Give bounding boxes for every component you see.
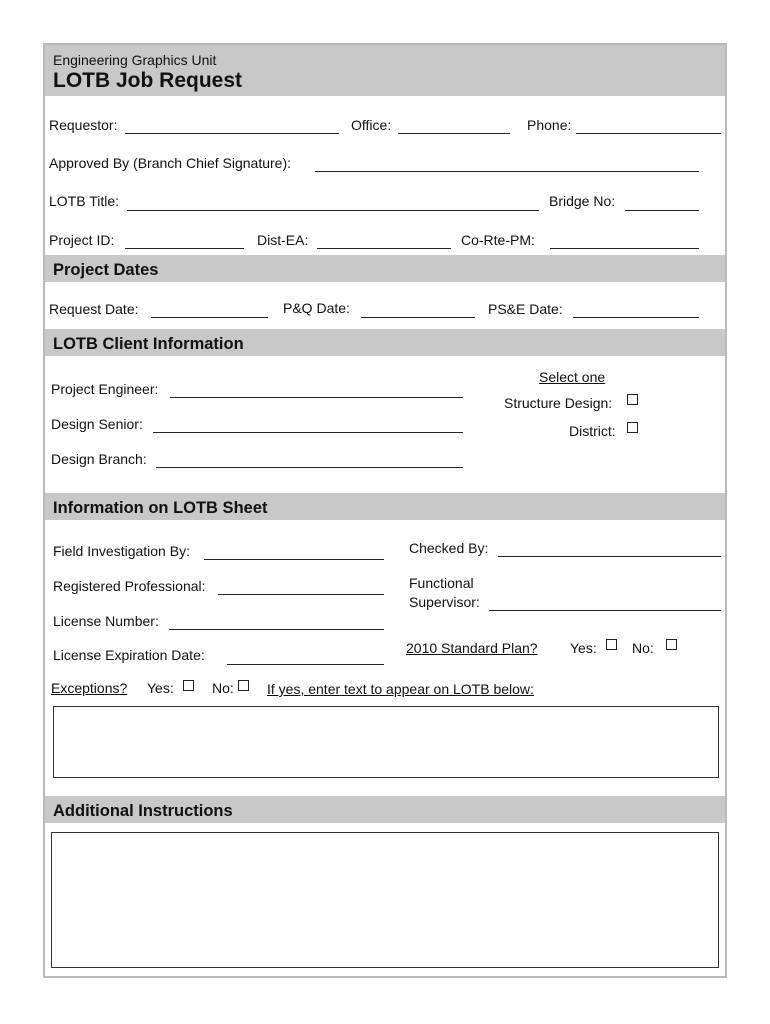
- pq-date-label: P&Q Date:: [283, 300, 350, 316]
- pq-date-field[interactable]: [361, 317, 475, 318]
- license-expiration-label: License Expiration Date:: [53, 647, 205, 663]
- requestor-label: Requestor:: [49, 117, 118, 133]
- exceptions-text-box[interactable]: [53, 706, 719, 778]
- dist-ea-label: Dist-EA:: [257, 232, 309, 248]
- license-expiration-field[interactable]: [227, 664, 384, 665]
- exceptions-no-label: No:: [212, 680, 234, 696]
- standard-plan-no-label: No:: [632, 640, 654, 656]
- co-rte-pm-label: Co-Rte-PM:: [461, 232, 535, 248]
- project-engineer-field[interactable]: [170, 397, 463, 398]
- functional-supervisor-field[interactable]: [489, 610, 721, 611]
- co-rte-pm-field[interactable]: [550, 248, 699, 249]
- phone-field[interactable]: [576, 133, 721, 134]
- field-investigation-field[interactable]: [204, 559, 384, 560]
- form-title: LOTB Job Request: [53, 69, 243, 92]
- pse-date-field[interactable]: [573, 317, 699, 318]
- sheet-info-header: [45, 493, 725, 520]
- client-info-title: LOTB Client Information: [53, 335, 244, 353]
- exceptions-no-checkbox[interactable]: [238, 680, 249, 691]
- design-branch-label: Design Branch:: [51, 451, 147, 467]
- request-date-label: Request Date:: [49, 301, 139, 317]
- approved-by-label: Approved By (Branch Chief Signature):: [49, 155, 292, 171]
- design-senior-field[interactable]: [153, 432, 463, 433]
- supervisor-label: Supervisor:: [409, 594, 480, 610]
- project-dates-title: Project Dates: [53, 261, 159, 279]
- project-id-field[interactable]: [125, 248, 244, 249]
- approved-by-field[interactable]: [315, 171, 699, 172]
- registered-professional-label: Registered Professional:: [53, 578, 206, 594]
- structure-design-checkbox[interactable]: [627, 394, 638, 405]
- lotb-title-label: LOTB Title:: [49, 193, 120, 209]
- license-number-field[interactable]: [169, 629, 384, 630]
- exceptions-label: Exceptions?: [51, 680, 128, 696]
- dist-ea-field[interactable]: [317, 248, 451, 249]
- exceptions-yes-checkbox[interactable]: [183, 680, 194, 691]
- phone-label: Phone:: [527, 117, 572, 133]
- standard-plan-yes-label: Yes:: [570, 640, 597, 656]
- design-senior-label: Design Senior:: [51, 416, 143, 432]
- additional-instructions-header: [45, 796, 725, 823]
- project-dates-header: [45, 255, 725, 282]
- client-info-header: [45, 329, 725, 356]
- project-id-label: Project ID:: [49, 232, 115, 248]
- bridge-no-label: Bridge No:: [549, 193, 616, 209]
- checked-by-field[interactable]: [498, 556, 721, 557]
- pse-date-label: PS&E Date:: [488, 301, 563, 317]
- sheet-info-title: Information on LOTB Sheet: [53, 499, 268, 517]
- bridge-no-field[interactable]: [625, 210, 699, 211]
- standard-plan-no-checkbox[interactable]: [666, 639, 677, 650]
- office-label: Office:: [351, 117, 392, 133]
- district-label: District:: [569, 423, 616, 439]
- additional-instructions-box[interactable]: [51, 832, 719, 968]
- checked-by-label: Checked By:: [409, 540, 489, 556]
- exceptions-note: If yes, enter text to appear on LOTB below:: [267, 681, 534, 697]
- select-one-label: Select one: [539, 369, 606, 385]
- license-number-label: License Number:: [53, 613, 159, 629]
- lotb-job-request-form: [43, 43, 727, 978]
- design-branch-field[interactable]: [156, 467, 463, 468]
- office-field[interactable]: [398, 133, 510, 134]
- structure-design-label: Structure Design:: [504, 395, 613, 411]
- project-engineer-label: Project Engineer:: [51, 381, 159, 397]
- registered-professional-field[interactable]: [218, 594, 384, 595]
- unit-name: Engineering Graphics Unit: [53, 52, 217, 68]
- exceptions-yes-label: Yes:: [147, 680, 174, 696]
- field-investigation-label: Field Investigation By:: [53, 543, 190, 559]
- functional-label: Functional: [409, 575, 474, 591]
- standard-plan-label: 2010 Standard Plan?: [406, 640, 538, 656]
- district-checkbox[interactable]: [627, 422, 638, 433]
- additional-instructions-title: Additional Instructions: [53, 802, 233, 820]
- requestor-field[interactable]: [125, 133, 339, 134]
- standard-plan-yes-checkbox[interactable]: [606, 639, 617, 650]
- form-header: [45, 45, 725, 96]
- lotb-title-field[interactable]: [127, 210, 539, 211]
- request-date-field[interactable]: [151, 317, 268, 318]
